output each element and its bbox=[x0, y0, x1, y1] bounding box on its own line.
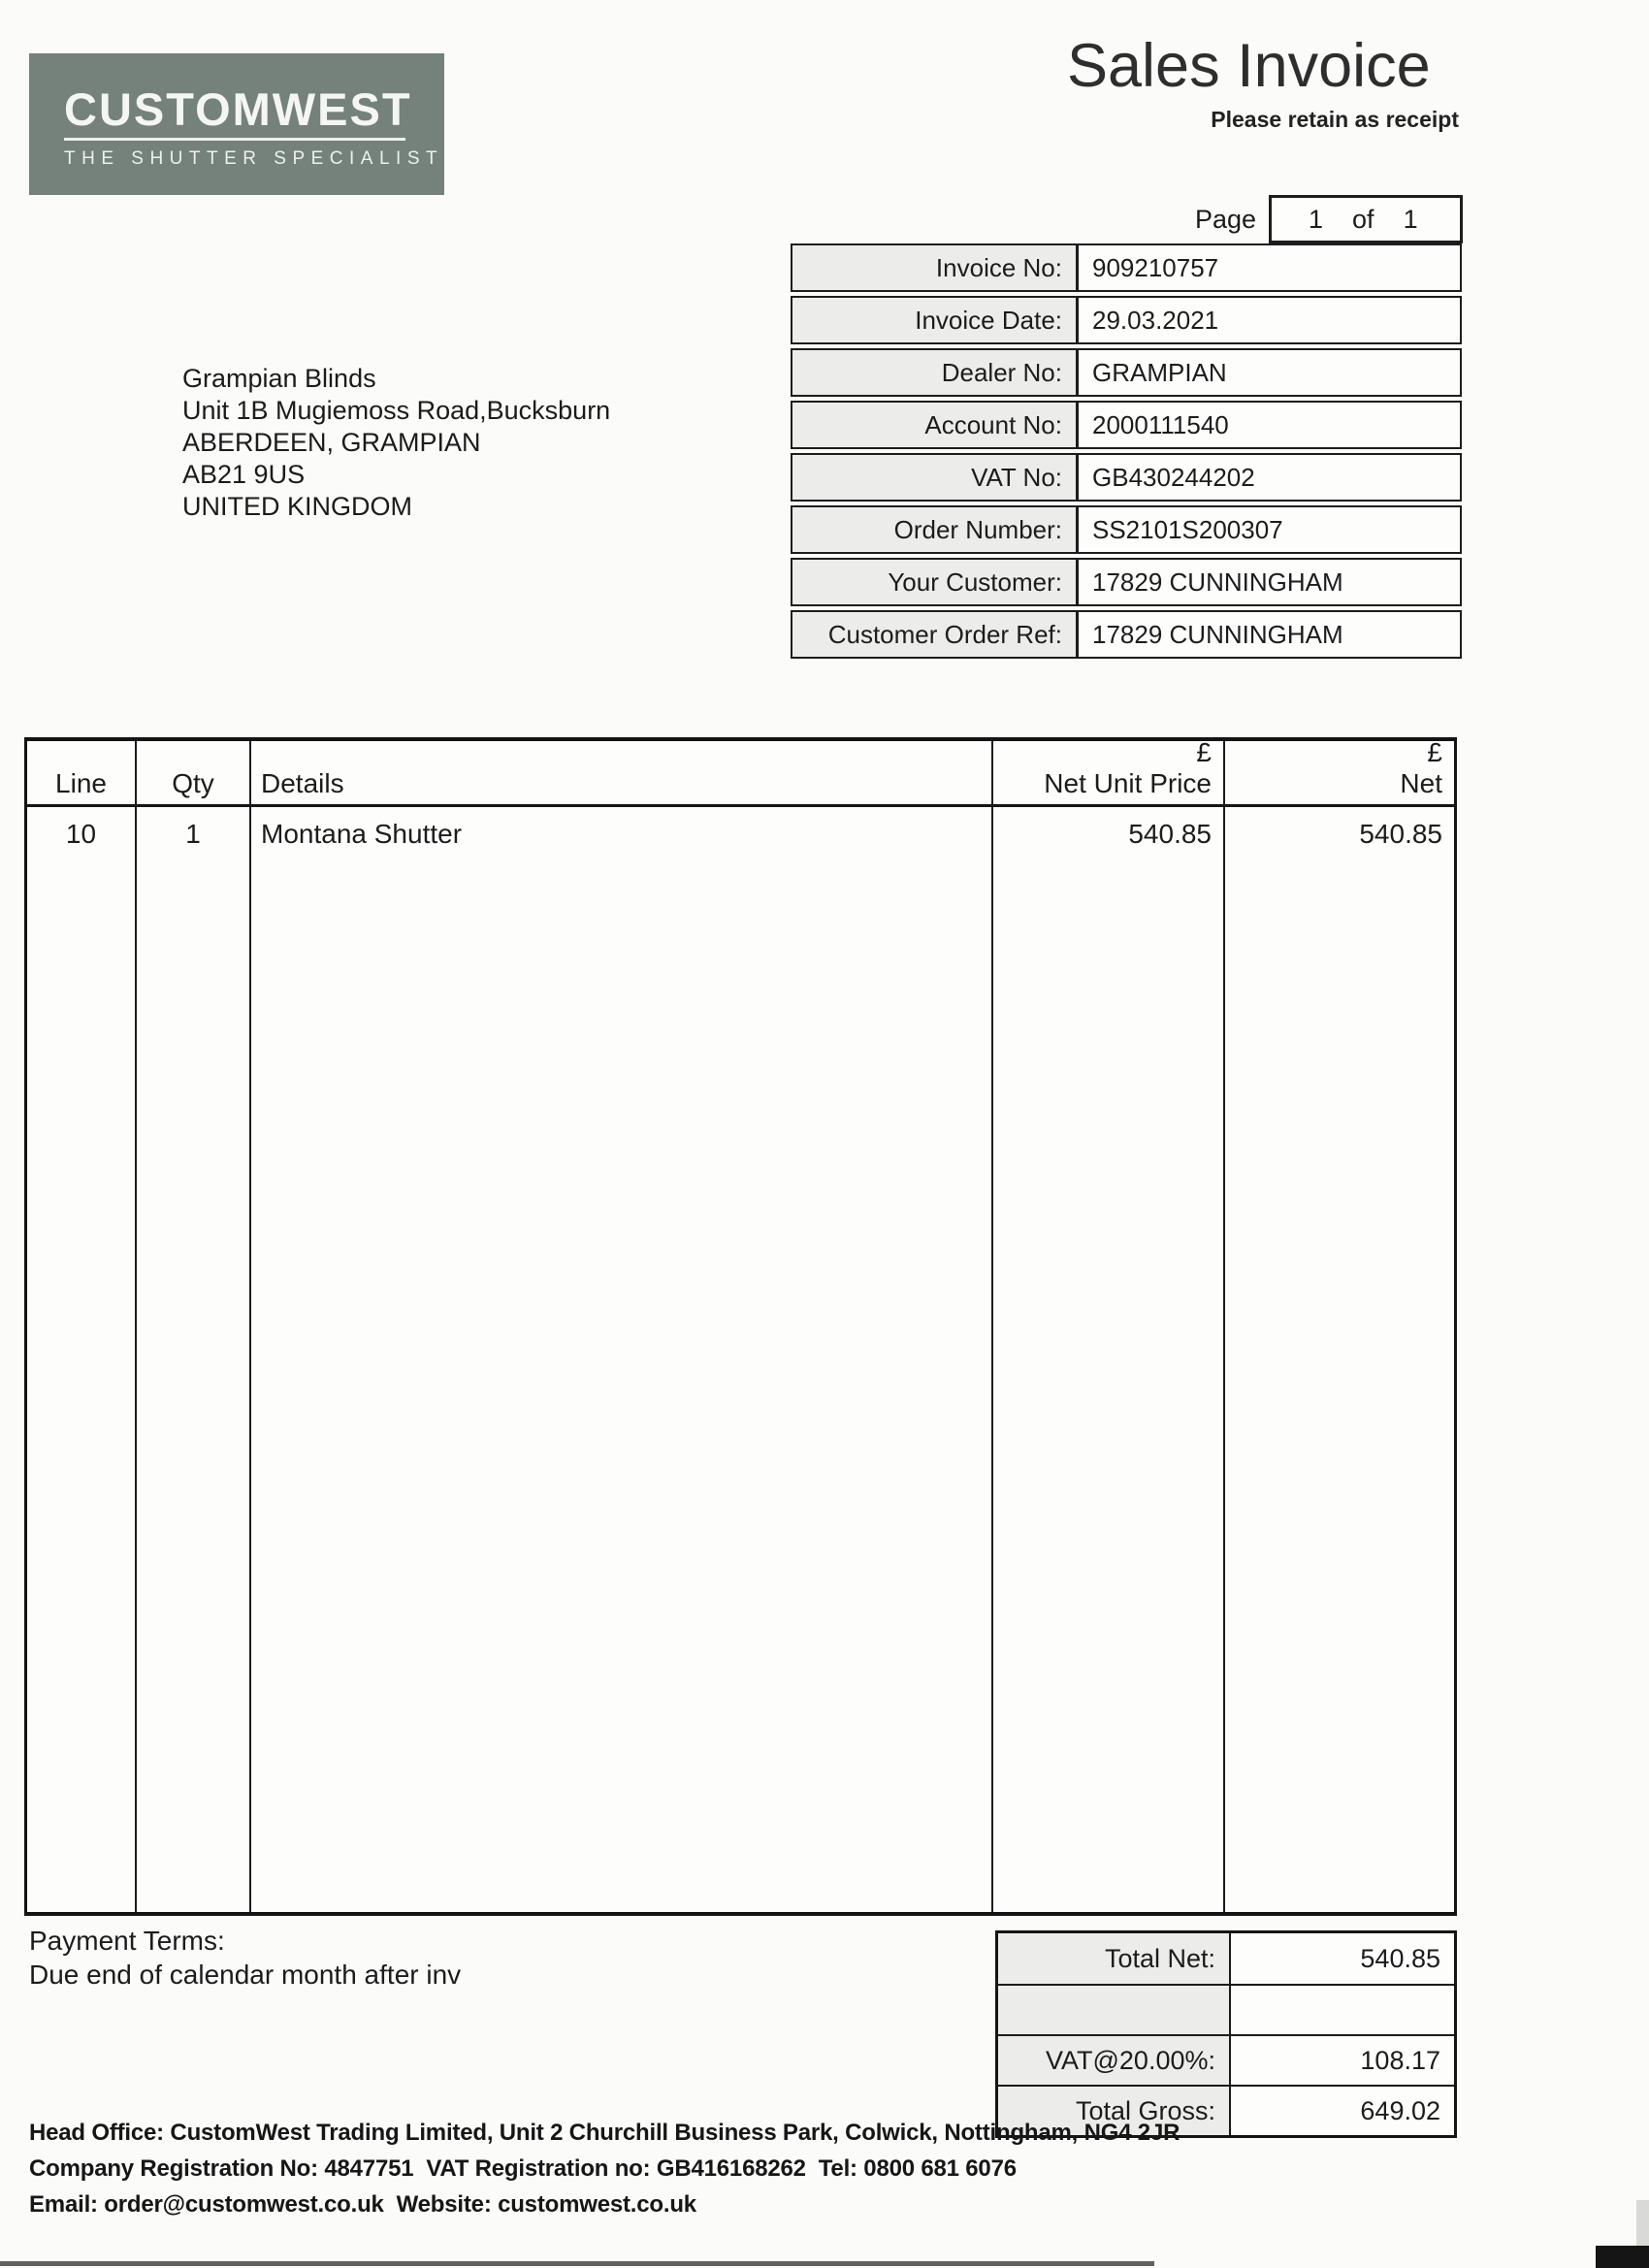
net-column-header bbox=[1225, 737, 1454, 807]
meta-value: GRAMPIAN bbox=[1077, 348, 1462, 397]
meta-label: Dealer No: bbox=[791, 348, 1078, 397]
line-items-table bbox=[24, 737, 1457, 1916]
retain-receipt-note: Please retain as receipt bbox=[1211, 107, 1459, 132]
currency-symbol: £ bbox=[1196, 737, 1212, 767]
meta-label: Order Number: bbox=[791, 505, 1078, 554]
line-header-label: Line bbox=[55, 768, 107, 798]
total-value: 540.85 bbox=[1360, 1943, 1440, 1973]
address-line: AB21 9US bbox=[182, 460, 306, 489]
qty-header-label: Qty bbox=[172, 768, 214, 798]
net-unit-price-column bbox=[993, 737, 1225, 1912]
net-header-label: Net bbox=[1400, 768, 1442, 798]
meta-value: 17829 CUNNINGHAM bbox=[1077, 558, 1462, 606]
footer-contact: Email: order@customwest.co.uk Website: customwest.co.uk bbox=[29, 2191, 696, 2218]
payment-terms bbox=[29, 1924, 461, 1992]
meta-label: Invoice Date: bbox=[791, 296, 1078, 344]
total-label bbox=[998, 1986, 1231, 2034]
meta-row-your-customer bbox=[791, 558, 1462, 606]
total-value: 649.02 bbox=[1360, 2095, 1440, 2125]
logo-divider bbox=[64, 138, 405, 141]
address-line: ABERDEEN, GRAMPIAN bbox=[182, 428, 481, 457]
details-header-label: Details bbox=[261, 768, 344, 798]
meta-label: Your Customer: bbox=[791, 558, 1078, 606]
details-column-header bbox=[251, 741, 991, 807]
currency-symbol: £ bbox=[1427, 737, 1442, 767]
line-column-header bbox=[27, 741, 135, 807]
address-line: Unit 1B Mugiemoss Road,Bucksburn bbox=[182, 396, 611, 425]
address-line: UNITED KINGDOM bbox=[182, 492, 413, 521]
company-logo bbox=[29, 53, 444, 195]
total-label: Total Gross: bbox=[998, 2087, 1231, 2135]
total-value bbox=[1231, 1986, 1454, 2034]
meta-value: GB430244202 bbox=[1077, 453, 1462, 502]
address-line: Grampian Blinds bbox=[182, 364, 376, 393]
meta-label: VAT No: bbox=[791, 453, 1078, 502]
net-unit-price-header-label: Net Unit Price bbox=[1044, 768, 1212, 798]
meta-value: 909210757 bbox=[1077, 243, 1462, 292]
scan-artifact-bottom-strip bbox=[0, 2261, 1154, 2266]
meta-row-customer-order-ref bbox=[791, 610, 1462, 659]
footer-head-office: Head Office: CustomWest Trading Limited, Unit 2 Churchill Business Park, Colwick, Nottingham, NG4 2JR bbox=[29, 2120, 1180, 2146]
payment-terms-label: Payment Terms: bbox=[29, 1926, 225, 1956]
meta-row-account-no bbox=[791, 401, 1462, 449]
page-label: Page bbox=[1194, 205, 1256, 234]
page-of-label: of bbox=[1352, 204, 1374, 234]
totals-empty-row bbox=[998, 1984, 1454, 2034]
page-title: Sales Invoice bbox=[1067, 32, 1431, 100]
logo-wordmark: CUSTOMWEST bbox=[64, 83, 412, 135]
logo-tagline: THE SHUTTER SPECIALIST bbox=[64, 148, 444, 169]
item-net: 540.85 bbox=[1359, 819, 1442, 849]
qty-column-header bbox=[137, 741, 249, 807]
payment-terms-text: Due end of calendar month after inv bbox=[29, 1960, 462, 1990]
page-total: 1 bbox=[1403, 204, 1418, 234]
page-number-box bbox=[1269, 195, 1463, 243]
meta-value: 2000111540 bbox=[1077, 401, 1462, 449]
scan-artifact-corner-mark bbox=[1596, 2246, 1649, 2268]
item-details: Montana Shutter bbox=[261, 819, 463, 849]
meta-value: 17829 CUNNINGHAM bbox=[1077, 610, 1462, 659]
footer-registration: Company Registration No: 4847751 VAT Registration no: GB416168262 Tel: 0800 681 6076 bbox=[29, 2155, 1017, 2182]
customer-address bbox=[182, 363, 610, 523]
meta-row-invoice-date bbox=[791, 296, 1462, 344]
details-column bbox=[251, 741, 993, 1912]
invoice-meta-table bbox=[791, 243, 1462, 663]
total-net-row bbox=[998, 1933, 1454, 1984]
net-unit-price-column-header bbox=[993, 737, 1223, 807]
meta-label: Invoice No: bbox=[791, 243, 1078, 292]
item-line-number: 10 bbox=[65, 819, 97, 849]
footer bbox=[29, 2115, 1180, 2222]
page-current: 1 bbox=[1309, 204, 1324, 234]
total-label: Total Net: bbox=[998, 1933, 1231, 1984]
meta-value: SS2101S200307 bbox=[1077, 505, 1462, 554]
item-net-unit-price: 540.85 bbox=[1128, 819, 1212, 849]
meta-row-invoice-no bbox=[791, 243, 1462, 292]
total-value: 108.17 bbox=[1360, 2045, 1440, 2075]
meta-value: 29.03.2021 bbox=[1077, 296, 1462, 344]
item-qty: 1 bbox=[185, 819, 201, 849]
vat-row bbox=[998, 2034, 1454, 2085]
totals-table bbox=[995, 1930, 1457, 2138]
meta-label: Customer Order Ref: bbox=[791, 610, 1078, 659]
meta-row-vat-no bbox=[791, 453, 1462, 502]
net-column bbox=[1225, 737, 1454, 1912]
qty-column bbox=[137, 741, 251, 1912]
meta-row-order-number bbox=[791, 505, 1462, 554]
total-label: VAT@20.00%: bbox=[998, 2036, 1231, 2085]
line-column bbox=[27, 741, 137, 1912]
meta-label: Account No: bbox=[791, 401, 1078, 449]
meta-row-dealer-no bbox=[791, 348, 1462, 397]
